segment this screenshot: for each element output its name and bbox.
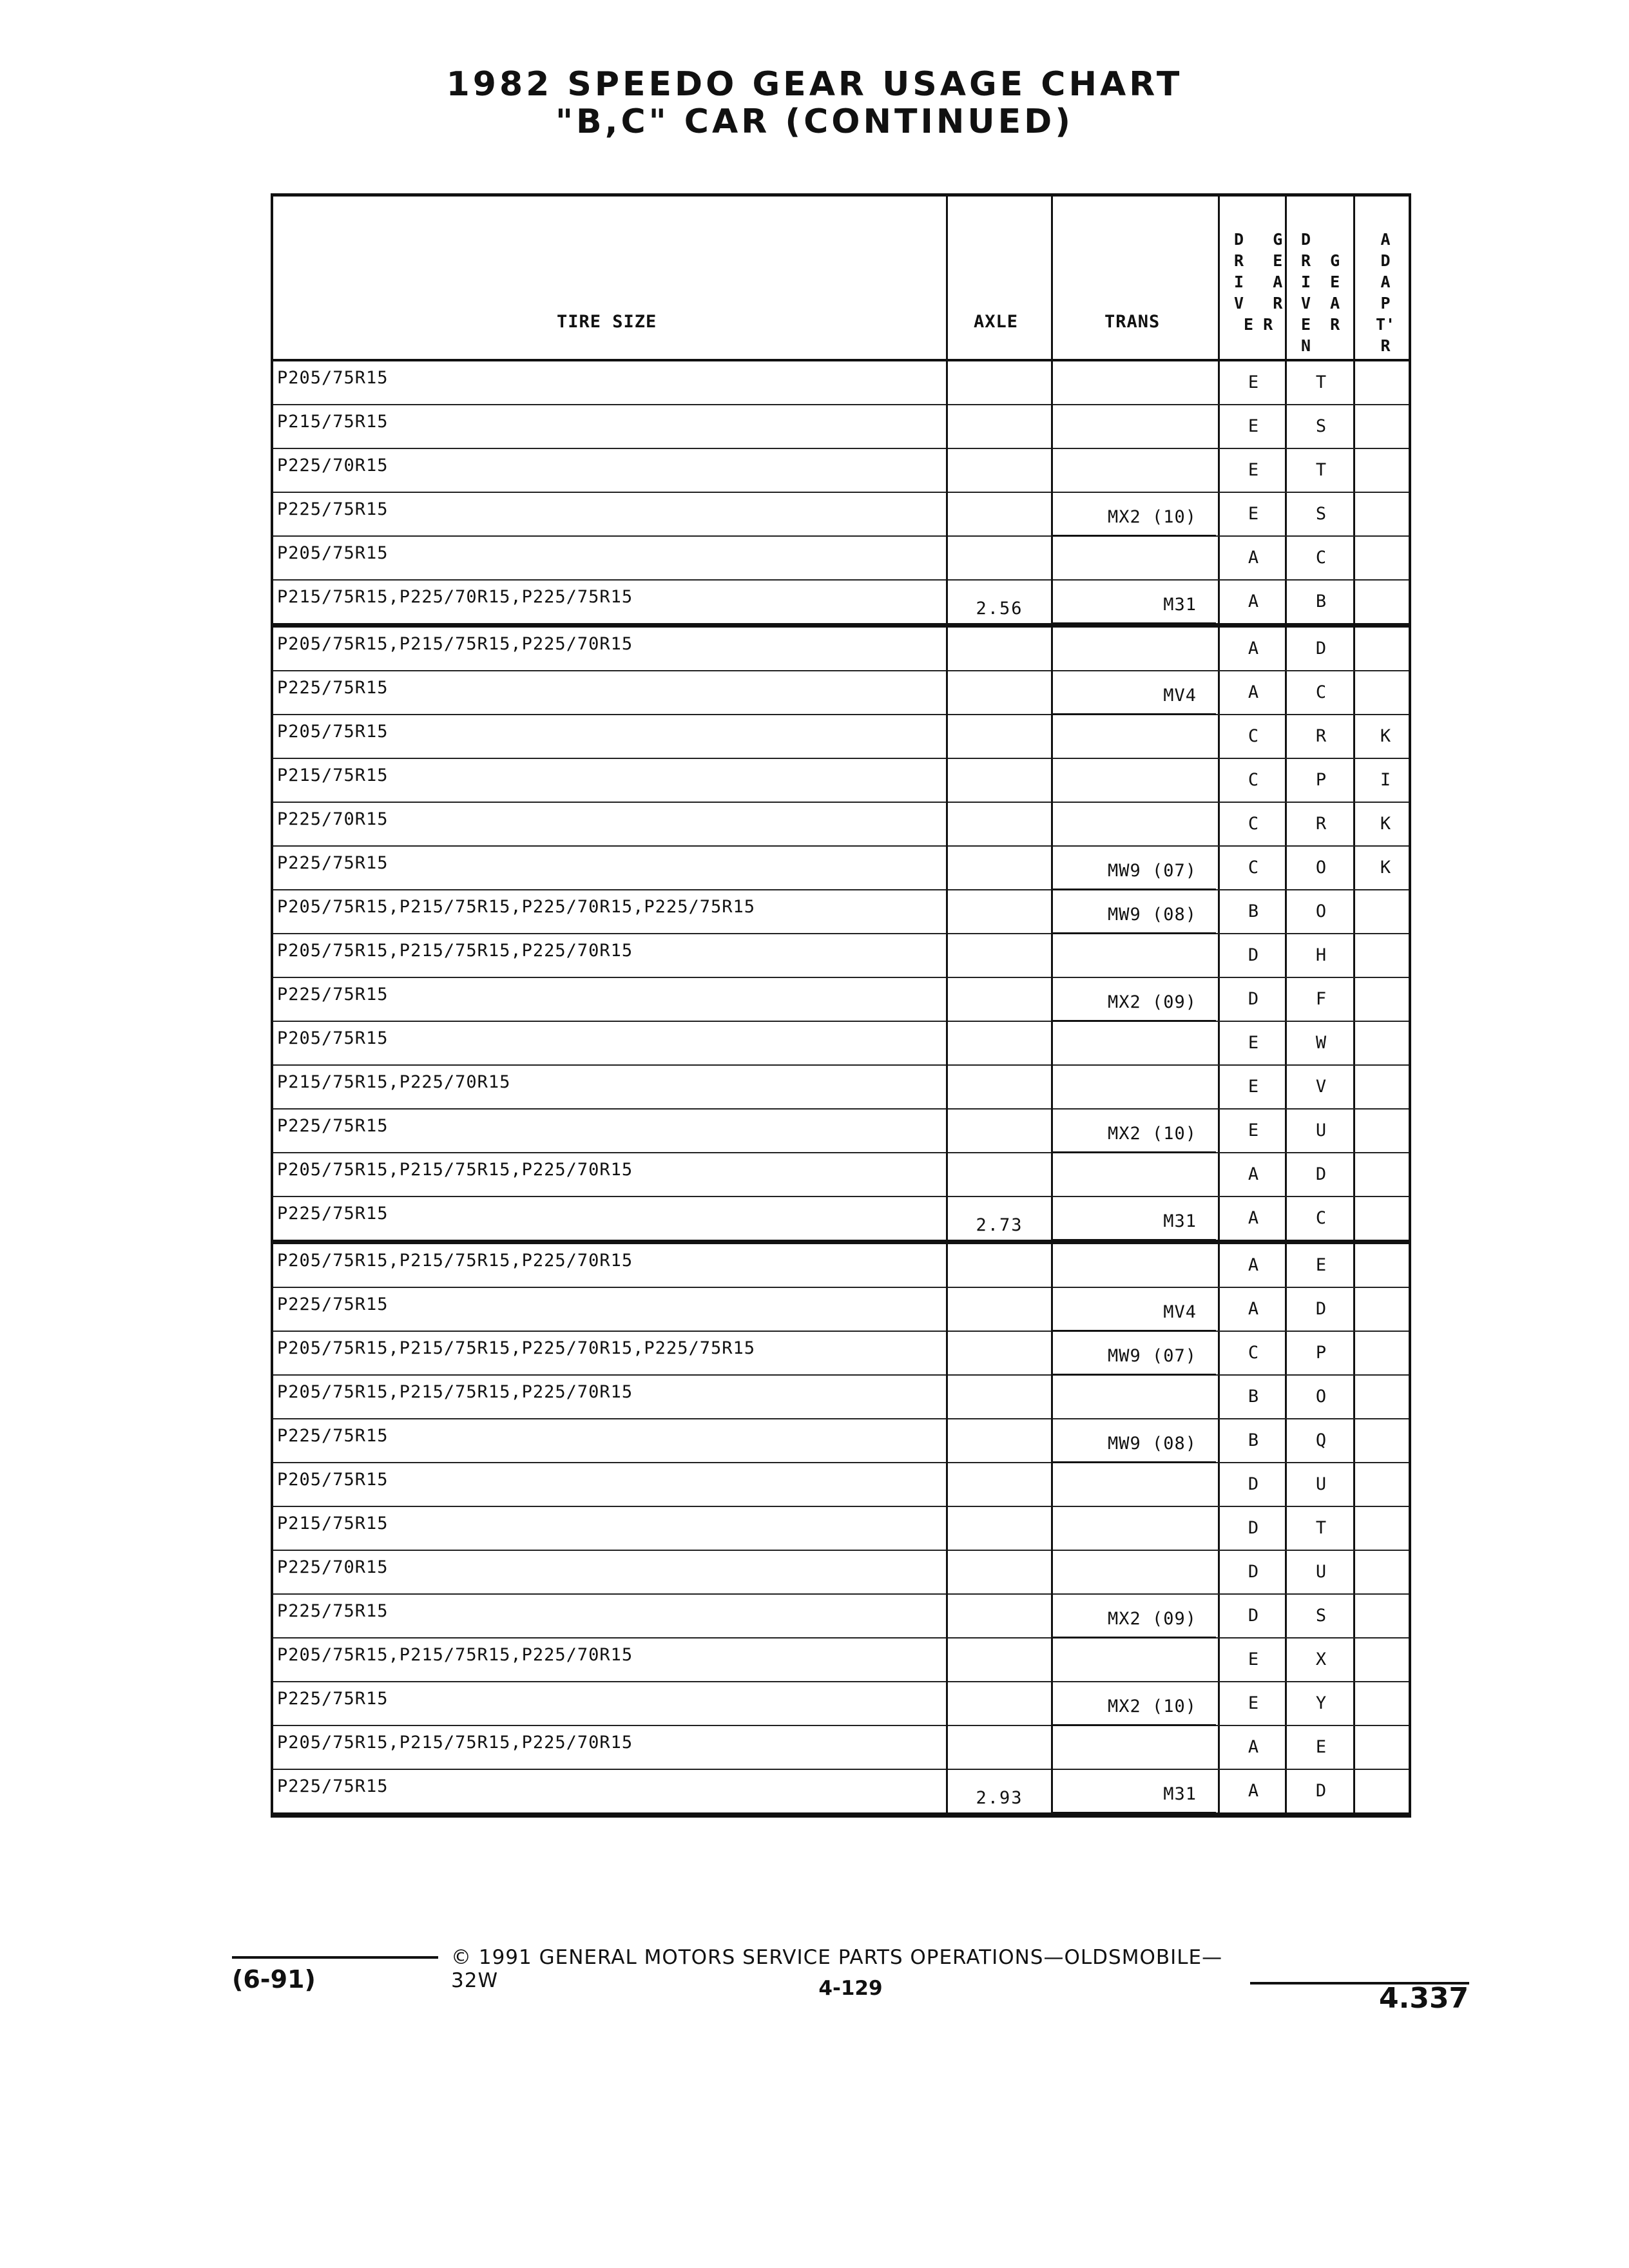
adapter-cell: K <box>1353 715 1416 758</box>
table-row <box>273 1244 1409 1288</box>
drive-gear-cell: B <box>1218 890 1287 933</box>
driven-gear-cell: C <box>1285 671 1355 714</box>
drive-gear-cell: E <box>1218 1639 1287 1681</box>
driven-gear-cell: S <box>1285 405 1355 448</box>
adapter-cell <box>1353 890 1416 933</box>
driven-gear-cell: D <box>1285 1153 1355 1196</box>
trans-cell <box>1051 1463 1216 1639</box>
driven-gear-cell: R <box>1285 803 1355 845</box>
tire-size-cell: P205/75R15,P215/75R15,P225/70R15 <box>277 1382 633 1402</box>
footer-copyright: © 1991 GENERAL MOTORS SERVICE PARTS OPERATIONS—OLDSMOBILE—32W <box>451 1946 1223 1992</box>
drive-gear-cell: B <box>1218 1419 1287 1462</box>
trans-cell <box>1051 890 1216 934</box>
trans-cell <box>1051 361 1216 537</box>
driven-gear-cell: F <box>1285 978 1355 1021</box>
drive-gear-cell: A <box>1218 1153 1287 1196</box>
drive-gear-cell: C <box>1218 715 1287 758</box>
trans-code: M31 <box>1163 1211 1197 1231</box>
drive-gear-cell: E <box>1218 361 1287 404</box>
trans-code: MW9 (08) <box>1107 1434 1197 1454</box>
table-row <box>273 803 1409 847</box>
adapter-cell <box>1353 1066 1416 1108</box>
table-row <box>273 1153 1409 1197</box>
axle-ratio: 2.56 <box>976 599 1023 619</box>
adapter-cell <box>1353 1110 1416 1152</box>
drive-gear-cell: D <box>1218 1507 1287 1550</box>
driven-gear-cell: R <box>1285 715 1355 758</box>
drive-gear-cell: E <box>1218 1682 1287 1725</box>
adapter-cell <box>1353 1153 1416 1196</box>
tire-size-cell: P215/75R15,P225/70R15,P225/75R15 <box>277 587 633 607</box>
table-row <box>273 405 1409 449</box>
table-row <box>273 628 1409 671</box>
trans-cell <box>1051 1153 1216 1241</box>
footer-page-number: 4-129 <box>818 1977 883 2000</box>
adapter-cell <box>1353 1463 1416 1506</box>
trans-code: MW9 (07) <box>1107 861 1197 881</box>
trans-code: M31 <box>1163 1784 1197 1804</box>
adapter-cell <box>1353 1419 1416 1462</box>
driven-gear-cell: T <box>1285 1507 1355 1550</box>
drive-gear-cell: A <box>1218 1726 1287 1769</box>
adapter-cell <box>1353 1770 1416 1812</box>
table-header <box>271 193 1411 359</box>
adapter-cell <box>1353 537 1416 579</box>
tire-size-cell: P205/75R15,P215/75R15,P225/70R15 <box>277 634 633 654</box>
table-row <box>273 1770 1409 1814</box>
tire-size-cell: P205/75R15 <box>277 722 389 742</box>
table-row <box>273 1639 1409 1682</box>
driven-gear-cell: U <box>1285 1110 1355 1152</box>
driven-gear-cell: D <box>1285 1288 1355 1331</box>
tire-size-cell: P225/75R15 <box>277 1776 389 1796</box>
drive-gear-cell: E <box>1218 1066 1287 1108</box>
tire-size-cell: P225/75R15 <box>277 1116 389 1136</box>
trans-cell <box>1051 1244 1216 1332</box>
tire-size-cell: P205/75R15,P215/75R15,P225/70R15 <box>277 1251 633 1271</box>
adapter-cell <box>1353 1682 1416 1725</box>
tire-size-cell: P225/75R15 <box>277 678 389 698</box>
axle-ratio: 2.73 <box>976 1215 1023 1235</box>
header-tire-size: TIRE SIZE <box>557 312 657 332</box>
trans-code: MX2 (09) <box>1107 1609 1197 1629</box>
adapter-cell: K <box>1353 803 1416 845</box>
drive-gear-cell: A <box>1218 537 1287 579</box>
tire-size-cell: P215/75R15,P225/70R15 <box>277 1072 511 1092</box>
axle-ratio: 2.93 <box>976 1788 1023 1808</box>
table-row <box>273 493 1409 537</box>
drive-gear-cell: E <box>1218 405 1287 448</box>
axle-group <box>271 1242 1411 1818</box>
header-axle: AXLE <box>974 312 1019 332</box>
drive-gear-cell: D <box>1218 1463 1287 1506</box>
drive-gear-cell: E <box>1218 1022 1287 1064</box>
driven-gear-cell: O <box>1285 1376 1355 1418</box>
tire-size-cell: P225/75R15 <box>277 1601 389 1621</box>
header-adapter: A D A P T' R <box>1376 230 1396 355</box>
table-row <box>273 715 1409 759</box>
drive-gear-cell: A <box>1218 1770 1287 1812</box>
table-row <box>273 1110 1409 1153</box>
drive-gear-cell: A <box>1218 671 1287 714</box>
table-row <box>273 1022 1409 1066</box>
table-row <box>273 847 1409 890</box>
driven-gear-cell: C <box>1285 537 1355 579</box>
adapter-cell <box>1353 1244 1416 1287</box>
adapter-cell <box>1353 1551 1416 1593</box>
header-drive-gear-cell <box>1218 197 1287 359</box>
trans-cell <box>1051 1332 1216 1376</box>
tire-size-cell: P205/75R15 <box>277 1470 389 1490</box>
tire-size-cell: P225/75R15 <box>277 853 389 873</box>
adapter-cell <box>1353 361 1416 404</box>
table-row <box>273 449 1409 493</box>
driven-gear-cell: X <box>1285 1639 1355 1681</box>
tire-size-cell: P205/75R15 <box>277 368 389 388</box>
footer-section-number: 4.337 <box>1379 1982 1469 2015</box>
driven-gear-cell: E <box>1285 1726 1355 1769</box>
drive-gear-cell: A <box>1218 628 1287 670</box>
adapter-cell <box>1353 934 1416 977</box>
trans-code: MV4 <box>1163 1302 1197 1322</box>
adapter-cell <box>1353 1288 1416 1331</box>
adapter-cell <box>1353 493 1416 535</box>
tire-size-cell: P205/75R15,P215/75R15,P225/70R15,P225/75R15 <box>277 1338 755 1358</box>
trans-code: MV4 <box>1163 686 1197 706</box>
tire-size-cell: P205/75R15 <box>277 543 389 563</box>
header-axle-cell <box>946 197 1051 359</box>
tire-size-cell: P205/75R15,P215/75R15,P225/70R15 <box>277 1160 633 1180</box>
trans-cell <box>1051 715 1216 890</box>
tire-size-cell: P225/75R15 <box>277 1204 389 1224</box>
adapter-cell <box>1353 581 1416 623</box>
trans-code: MW9 (07) <box>1107 1346 1197 1366</box>
driven-gear-cell: Q <box>1285 1419 1355 1462</box>
adapter-cell: K <box>1353 847 1416 889</box>
driven-gear-cell: S <box>1285 1595 1355 1637</box>
drive-gear-cell: C <box>1218 803 1287 845</box>
driven-gear-cell: O <box>1285 847 1355 889</box>
driven-gear-cell: D <box>1285 1770 1355 1812</box>
adapter-cell <box>1353 1595 1416 1637</box>
footer-rule-left <box>232 1956 438 1959</box>
tire-size-cell: P205/75R15,P215/75R15,P225/70R15 <box>277 941 633 961</box>
table-row <box>273 1682 1409 1726</box>
drive-gear-cell: E <box>1218 1110 1287 1152</box>
driven-gear-cell: U <box>1285 1551 1355 1593</box>
table-row <box>273 1197 1409 1242</box>
adapter-cell <box>1353 405 1416 448</box>
table-row <box>273 934 1409 978</box>
table-row <box>273 1463 1409 1507</box>
driven-gear-cell: T <box>1285 449 1355 492</box>
tire-size-cell: P215/75R15 <box>277 1514 389 1533</box>
tire-size-cell: P205/75R15,P215/75R15,P225/70R15 <box>277 1645 633 1665</box>
trans-code: MX2 (10) <box>1107 1124 1197 1144</box>
tire-size-cell: P225/75R15 <box>277 985 389 1004</box>
table-body <box>271 359 1411 1818</box>
driven-gear-cell: B <box>1285 581 1355 623</box>
header-adapter-cell <box>1353 197 1416 359</box>
drive-gear-cell: D <box>1218 1595 1287 1637</box>
table-row <box>273 1551 1409 1595</box>
trans-cell <box>1051 934 1216 1022</box>
trans-code: MX2 (10) <box>1107 507 1197 527</box>
header-driven-gear-cell <box>1285 197 1355 359</box>
header-trans: TRANS <box>1104 312 1161 332</box>
adapter-cell <box>1353 1507 1416 1550</box>
trans-code: MW9 (08) <box>1107 905 1197 925</box>
drive-gear-cell: A <box>1218 1197 1287 1240</box>
trans-cell <box>1051 628 1216 715</box>
table-row <box>273 361 1409 405</box>
driven-gear-cell: Y <box>1285 1682 1355 1725</box>
header-driven-gear: D R G I E V A E R N <box>1301 230 1340 355</box>
tire-size-cell: P225/70R15 <box>277 1557 389 1577</box>
driven-gear-cell: E <box>1285 1244 1355 1287</box>
adapter-cell: I <box>1353 759 1416 802</box>
driven-gear-cell: D <box>1285 628 1355 670</box>
driven-gear-cell: O <box>1285 890 1355 933</box>
trans-cell <box>1051 1376 1216 1463</box>
trans-cell <box>1051 1022 1216 1153</box>
adapter-cell <box>1353 1022 1416 1064</box>
driven-gear-cell: V <box>1285 1066 1355 1108</box>
drive-gear-cell: D <box>1218 978 1287 1021</box>
drive-gear-cell: C <box>1218 1332 1287 1374</box>
driven-gear-cell: W <box>1285 1022 1355 1064</box>
driven-gear-cell: U <box>1285 1463 1355 1506</box>
table-row <box>273 1332 1409 1376</box>
driven-gear-cell: S <box>1285 493 1355 535</box>
driven-gear-cell: H <box>1285 934 1355 977</box>
adapter-cell <box>1353 1332 1416 1374</box>
tire-size-cell: P205/75R15,P215/75R15,P225/70R15 <box>277 1733 633 1753</box>
drive-gear-cell: E <box>1218 449 1287 492</box>
page-title: 1982 SPEEDO GEAR USAGE CHART <box>446 65 1183 104</box>
header-drive-gear: D G R E I A V R E R <box>1234 230 1283 334</box>
adapter-cell <box>1353 1639 1416 1681</box>
drive-gear-cell: A <box>1218 581 1287 623</box>
table-row <box>273 581 1409 625</box>
table-row <box>273 759 1409 803</box>
axle-cell <box>946 361 1053 625</box>
footer-date: (6-91) <box>232 1965 316 1994</box>
table-row <box>273 1288 1409 1332</box>
speedo-gear-table <box>271 193 1411 1818</box>
trans-code: MX2 (10) <box>1107 1696 1197 1716</box>
drive-gear-cell: B <box>1218 1376 1287 1418</box>
tire-size-cell: P225/70R15 <box>277 456 389 476</box>
drive-gear-cell: C <box>1218 759 1287 802</box>
tire-size-cell: P225/75R15 <box>277 1426 389 1446</box>
trans-cell <box>1051 1726 1216 1814</box>
table-row <box>273 1376 1409 1419</box>
adapter-cell <box>1353 978 1416 1021</box>
adapter-cell <box>1353 1376 1416 1418</box>
axle-cell <box>946 628 1053 1242</box>
table-row <box>273 1066 1409 1110</box>
tire-size-cell: P225/75R15 <box>277 1689 389 1709</box>
trans-cell <box>1051 1639 1216 1726</box>
adapter-cell <box>1353 628 1416 670</box>
trans-code: M31 <box>1163 595 1197 615</box>
drive-gear-cell: C <box>1218 847 1287 889</box>
page-subtitle: "B,C" CAR (CONTINUED) <box>555 102 1074 141</box>
adapter-cell <box>1353 671 1416 714</box>
drive-gear-cell: D <box>1218 934 1287 977</box>
header-trans-cell <box>1051 197 1218 359</box>
tire-size-cell: P225/70R15 <box>277 809 389 829</box>
trans-cell <box>1051 537 1216 624</box>
adapter-cell <box>1353 1197 1416 1240</box>
table-row <box>273 1595 1409 1639</box>
adapter-cell <box>1353 1726 1416 1769</box>
tire-size-cell: P205/75R15 <box>277 1028 389 1048</box>
table-row <box>273 1507 1409 1551</box>
drive-gear-cell: A <box>1218 1288 1287 1331</box>
driven-gear-cell: P <box>1285 1332 1355 1374</box>
tire-size-cell: P225/75R15 <box>277 499 389 519</box>
adapter-cell <box>1353 449 1416 492</box>
table-row <box>273 1726 1409 1770</box>
axle-group <box>271 359 1411 625</box>
driven-gear-cell: C <box>1285 1197 1355 1240</box>
axle-group <box>271 625 1411 1242</box>
axle-cell <box>946 1244 1053 1814</box>
driven-gear-cell: T <box>1285 361 1355 404</box>
tire-size-cell: P205/75R15,P215/75R15,P225/70R15,P225/75R15 <box>277 897 755 917</box>
trans-code: MX2 (09) <box>1107 992 1197 1012</box>
table-row <box>273 537 1409 581</box>
tire-size-cell: P215/75R15 <box>277 412 389 432</box>
drive-gear-cell: D <box>1218 1551 1287 1593</box>
table-row <box>273 890 1409 934</box>
tire-size-cell: P215/75R15 <box>277 765 389 785</box>
driven-gear-cell: P <box>1285 759 1355 802</box>
table-row <box>273 671 1409 715</box>
tire-size-cell: P225/75R15 <box>277 1294 389 1314</box>
table-row <box>273 978 1409 1022</box>
drive-gear-cell: A <box>1218 1244 1287 1287</box>
drive-gear-cell: E <box>1218 493 1287 535</box>
table-row <box>273 1419 1409 1463</box>
